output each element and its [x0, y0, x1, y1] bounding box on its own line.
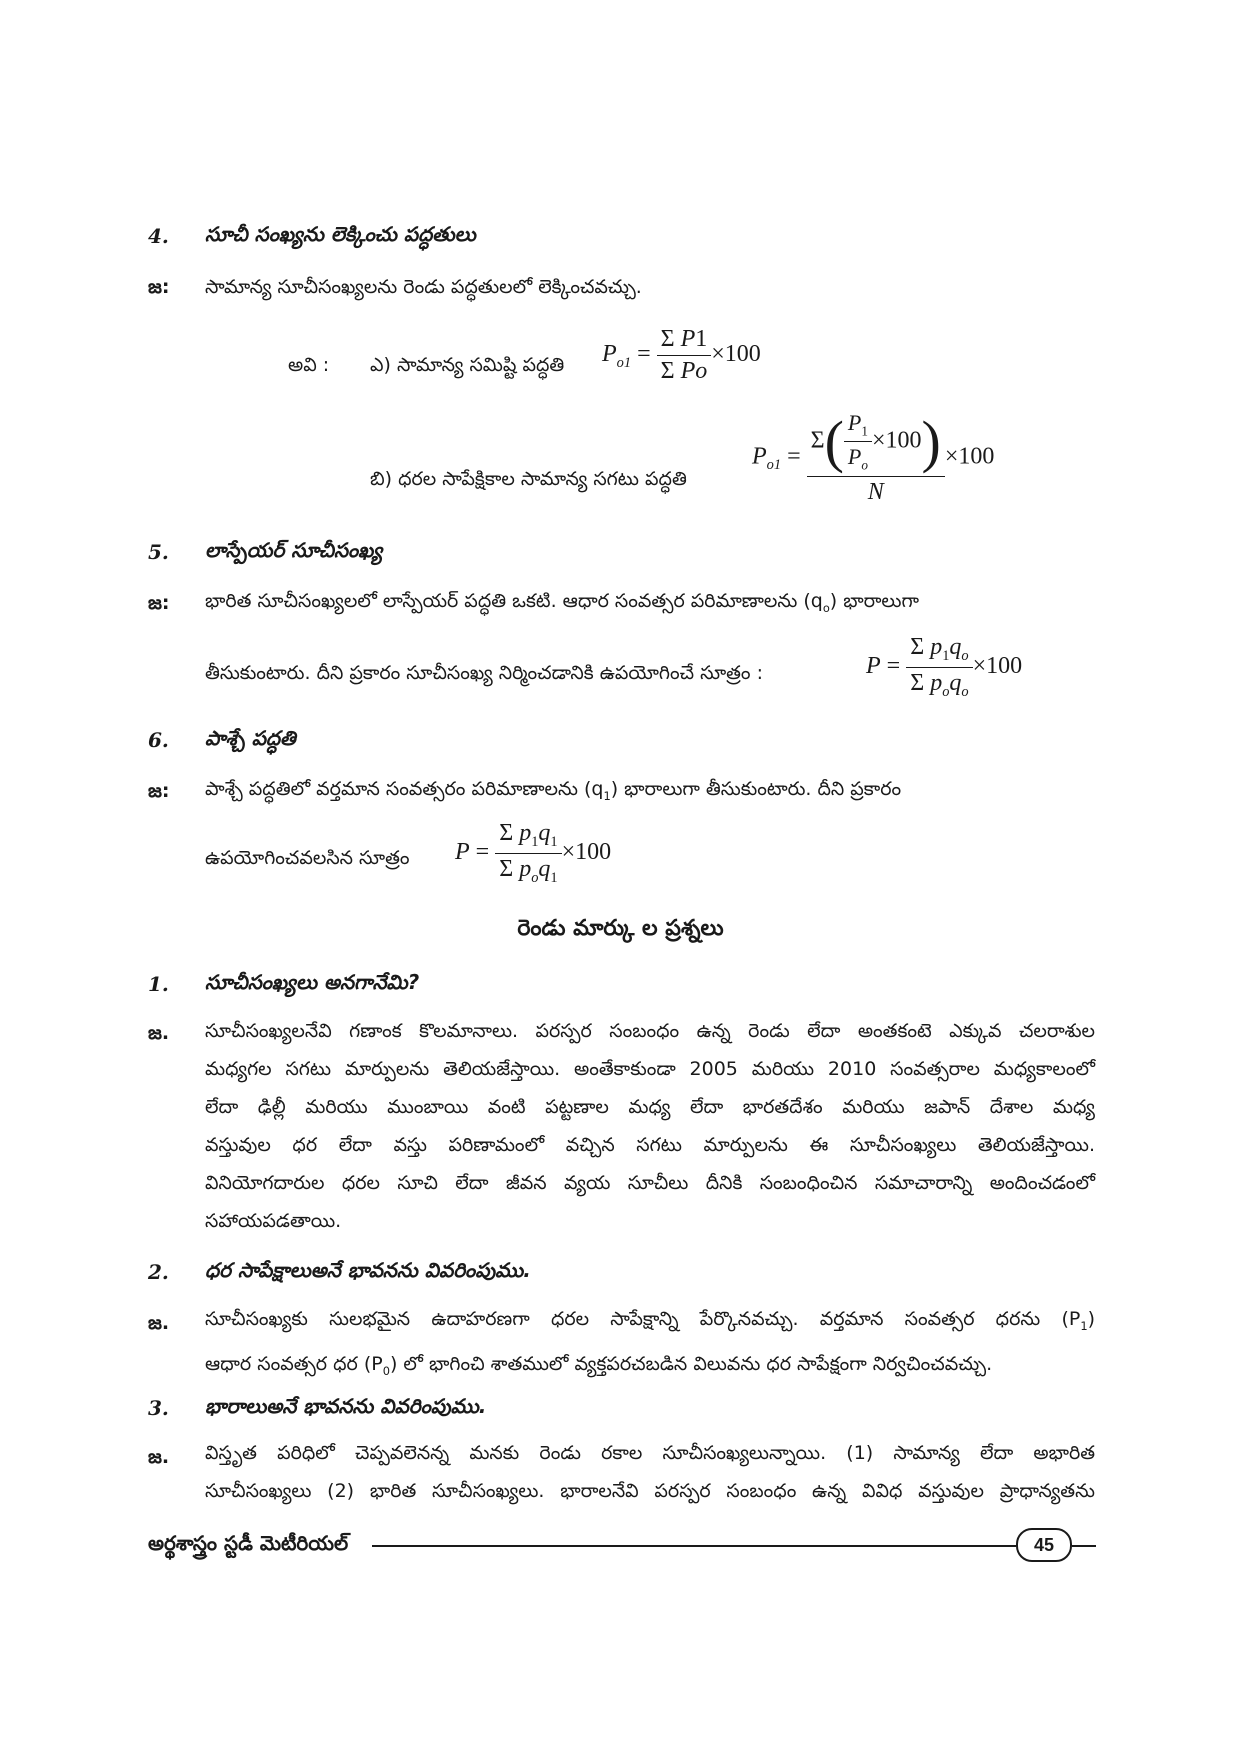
- two-marks-heading: రెండు మార్కు ల ప్రశ్నలు: [517, 916, 724, 941]
- answer-line: విస్తృత పరిధిలో చెప్పవలెనన్న మనకు రెండు రకాల సూచీసంఖ్యలున్నాయి. (1) సామాన్య లేదా అభారిత: [205, 1442, 1095, 1464]
- page-number: 45: [1016, 1528, 1072, 1562]
- section-5-answer-line1: భారిత సూచీసంఖ్యలలో లాస్పేయర్ పద్ధతి ఒకటి. ఆధార సంవత్సర పరిమాణాలను $(q_o)$ భారాలుగా: [205, 590, 919, 615]
- answer-line: వినియోగదారుల ధరల సూచి లేదా జీవన వ్యయ సూచీలు దీనికి సంబంధించిన సమాచారాన్ని అందించడంలో: [205, 1172, 1095, 1194]
- section-6-number: 6.: [148, 728, 169, 752]
- answer-label: జ:: [148, 780, 170, 802]
- question-3-number: 3.: [148, 1396, 169, 1420]
- section-4-number: 4.: [148, 224, 169, 248]
- answer-label: జ.: [148, 1446, 170, 1468]
- section-6-title: పాశ్చే పద్ధతి: [205, 726, 296, 750]
- section-6-answer-line2: ఉపయోగించవలసిన సూత్రం: [205, 847, 410, 869]
- section-5-number: 5.: [148, 540, 169, 564]
- section-4-answer: సామాన్య సూచీసంఖ్యలను రెండు పద్ధతులలో లెక్కించవచ్చు.: [205, 276, 642, 298]
- answer-line: మధ్యగల సగటు మార్పులను తెలియజేస్తాయి. అంతేకాకుండా 2005 మరియు 2010 సంవత్సరాల మధ్యకాలంలో: [205, 1058, 1095, 1080]
- footer-rule-tail: [1072, 1545, 1096, 1547]
- section-4-title: సూచీ సంఖ్యను లెక్కించు పద్ధతులు: [205, 222, 476, 246]
- answer-line: సహాయపడతాయి.: [205, 1210, 342, 1232]
- answer-line: సూచీసంఖ్యలనేవి గణాంక కొలమానాలు. పరస్పర సంబంధం ఉన్న రెండు లేదా అంతకంటె ఎక్కువ చలరాశుల: [205, 1020, 1095, 1042]
- formula-paasche: P = $\frac{\Sigma p_1q_1}{\Sigma p_oq_1}$ ×100: [455, 820, 612, 886]
- formula-simple-aggregate: $P_{o1}$ = $\frac{\text{Σ P1}}{\text{Σ Po}}$ ×100: [602, 326, 761, 384]
- section-5-answer-line2: తీసుకుంటారు. దీని ప్రకారం సూచీసంఖ్య నిర్మించడానికి ఉపయోగించే సూత్రం :: [205, 662, 763, 684]
- question-2-answer: [205, 1300, 1095, 1390]
- question-2-text: ధర సాపేక్షాలుఅనే భావనను వివరింపుము.: [205, 1258, 531, 1282]
- question-3-answer: [205, 1434, 1095, 1510]
- answer-line: వస్తువుల ధర లేదా వస్తు పరిణామంలో వచ్చిన సగటు మార్పులను ఈ సూచీసంఖ్యలు తెలియజేస్తాయి.: [205, 1134, 1095, 1156]
- question-2-number: 2.: [148, 1260, 169, 1284]
- formula-laspeyres: P = $\frac{\Sigma p_1q_o}{\Sigma p_oq_o}$ ×100: [866, 634, 1023, 700]
- answer-line: లేదా ఢిల్లీ మరియు ముంబాయి వంటి పట్టణాల మధ్య లేదా భారతదేశం మరియు జపాన్ దేశాల మధ్య: [205, 1096, 1095, 1118]
- formula-price-relatives: $P_{o1}$ = Σ( $\frac{P_1}{P_o}$ ×100) N ×100: [752, 408, 995, 505]
- answer-label: జ.: [148, 1022, 170, 1044]
- method-b-label: బి) ధరల సాపేక్షికాల సామాన్య సగటు పద్ధతి: [370, 468, 687, 490]
- answer-label: జ.: [148, 1312, 170, 1334]
- answer-line: ఆధార సంవత్సర ధర $(P_0)$ లో భాగించి శాతములో వ్యక్తపరచబడిన విలువను ధర సాపేక్షంగా నిర్వచించవచ్చు.: [205, 1352, 993, 1378]
- footer-rule: [372, 1545, 1016, 1547]
- question-3-text: భారాలుఅనే భావనను వివరింపుము.: [205, 1394, 487, 1418]
- answer-line: సూచీసంఖ్యలు (2) భారిత సూచీసంఖ్యలు. భారాలనేవి పరస్పర సంబంధం ఉన్న వివిధ వస్తువుల ప్రాధాన్యతను: [205, 1480, 1095, 1502]
- question-1-number: 1.: [148, 972, 169, 996]
- answer-line: సూచీసంఖ్యకు సులభమైన ఉదాహరణగా ధరల సాపేక్షాన్ని పేర్కొనవచ్చు. వర్తమాన సంవత్సర ధరను $(P_1)$: [205, 1308, 1095, 1333]
- avi-label: అవి :: [288, 354, 330, 376]
- section-6-answer-line1: పాశ్చే పద్ధతిలో వర్తమాన సంవత్సరం పరిమాణాలను $(q_1)$ భారాలుగా తీసుకుంటారు. దీని ప్రకారం: [205, 778, 902, 803]
- question-1-answer: [205, 1012, 1095, 1240]
- answer-label: జ:: [148, 592, 170, 614]
- question-1-text: సూచీసంఖ్యలు అనగానేమి?: [205, 970, 420, 994]
- footer-title: అర్థశాస్త్రం స్టడీ మెటీరియల్: [148, 1531, 349, 1555]
- answer-label: జ:: [148, 276, 170, 298]
- method-a-label: ఎ) సామాన్య సమిష్టి పద్ధతి: [370, 354, 565, 376]
- section-5-title: లాస్పేయర్ సూచీసంఖ్య: [205, 538, 383, 562]
